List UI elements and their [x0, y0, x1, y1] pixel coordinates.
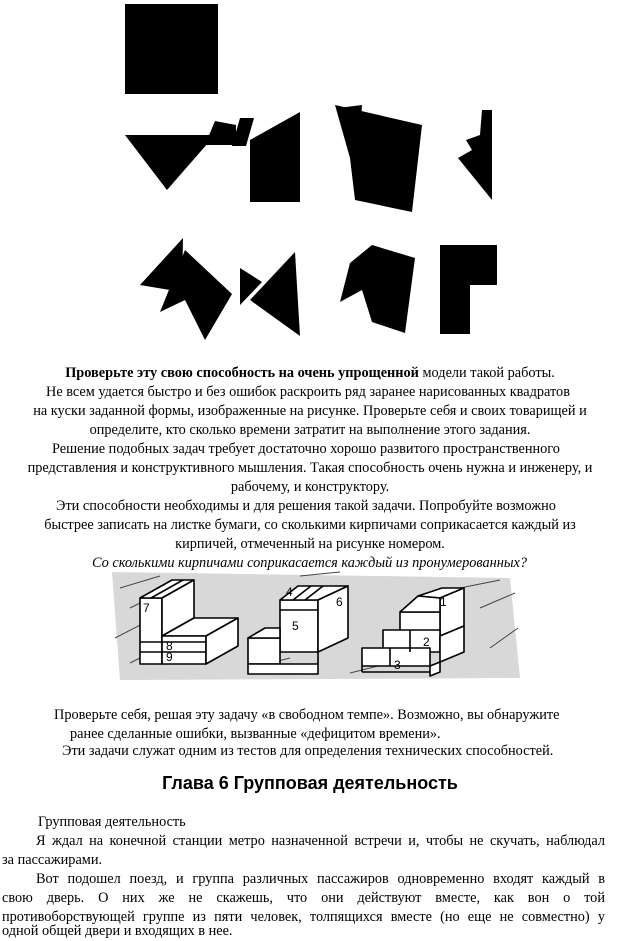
zigzag-shape: [458, 110, 492, 200]
intro-lead: [0, 364, 620, 383]
kite-shape: [250, 252, 300, 336]
intro-line: рабочему, и конструктору.: [230, 479, 390, 495]
intro-line: кирпичей, отмеченный на рисунке номером.: [175, 536, 445, 552]
brick-number-2: 2: [423, 635, 430, 649]
intro-line: Эти способности необходимы и для решения такой задачи. Попробуйте возможно: [56, 498, 556, 514]
brick-number-7: 7: [143, 601, 150, 615]
trapezoid-shape: [250, 112, 300, 202]
paragraph-line: одной общей двери и входящих в нее.: [2, 923, 233, 939]
intro-line: быстрее записать на листке бумаги, со сколькими кирпичами соприкасается каждый из: [44, 517, 576, 533]
wedge-shape: [205, 121, 236, 145]
square-shape: [125, 4, 218, 94]
brick-stairs-illustration: [100, 568, 525, 686]
paragraph-line: Вот подошел поезд, и группа различных пассажиров одновременно входят каждый в: [36, 871, 605, 887]
intro-lead-rest: модели такой работы.: [418, 365, 555, 381]
brick-number-4: 4: [286, 585, 293, 599]
triangle-shape: [125, 135, 215, 190]
paragraph-line: Я ждал на конечной станции метро назначенной встречи и, чтобы не скучать, наблюдал: [36, 833, 605, 849]
intro-line: представления и конструктивного мышления. Такая способность очень нужна и инженеру, и: [27, 460, 593, 476]
after-line: Эти задачи служат одним из тестов для определения технических способностей.: [62, 743, 554, 759]
brick-middle-base: [248, 664, 318, 674]
arrow-shape: [340, 245, 415, 333]
paragraph-line: за пассажирами.: [2, 852, 103, 868]
brick-number-9: 9: [166, 650, 173, 664]
brick-number-1: 1: [440, 595, 447, 609]
intro-line: на куски заданной формы, изображенные на рисунке. Проверьте себя и своих товарищей и: [33, 403, 587, 419]
question: Со сколькими кирпичами соприкасается каждый из пронумерованных?: [92, 555, 528, 571]
brick-number-8: 8: [166, 639, 173, 653]
brick-number-5: 5: [292, 619, 299, 633]
paragraph-line: противоборствующей группе из пяти человек, толпящихся вместе (но еще не совместно) у: [2, 909, 605, 925]
chapter-title: Глава 6 Групповая деятельность: [162, 773, 458, 793]
l-shape: [440, 245, 497, 334]
puzzle-shapes-figure: [0, 0, 620, 345]
quadrilateral-shape: [335, 105, 422, 212]
brick-number-6: 6: [336, 595, 343, 609]
after-line: Проверьте себя, решая эту задачу «в свободном темпе». Возможно, вы обнаружите: [54, 707, 560, 723]
paragraph-line: свою дверь. О них же не скажешь, что они действуют вместе, как вон о той: [2, 890, 605, 906]
chapter-subtitle: Групповая деятельность: [38, 814, 186, 830]
intro-bold-lead: Проверьте эту свою способность на очень упрощенной: [65, 365, 419, 381]
brick-middle-tall-front: [280, 600, 318, 652]
brick-middle-low-front: [248, 638, 280, 664]
intro-line: Не всем удается быстро и без ошибок раскроить ряд заранее нарисованных квадратов: [46, 384, 570, 400]
brick-number-3: 3: [394, 658, 401, 672]
intro-line: определите, кто сколько времени затратит на выполнение этого задания.: [89, 422, 531, 438]
intro-line: Решение подобных задач требует достаточно хорошо развитого пространственного: [52, 441, 560, 457]
after-line: ранее сделанные ошибки, вызванные «дефицитом времени».: [70, 726, 441, 742]
